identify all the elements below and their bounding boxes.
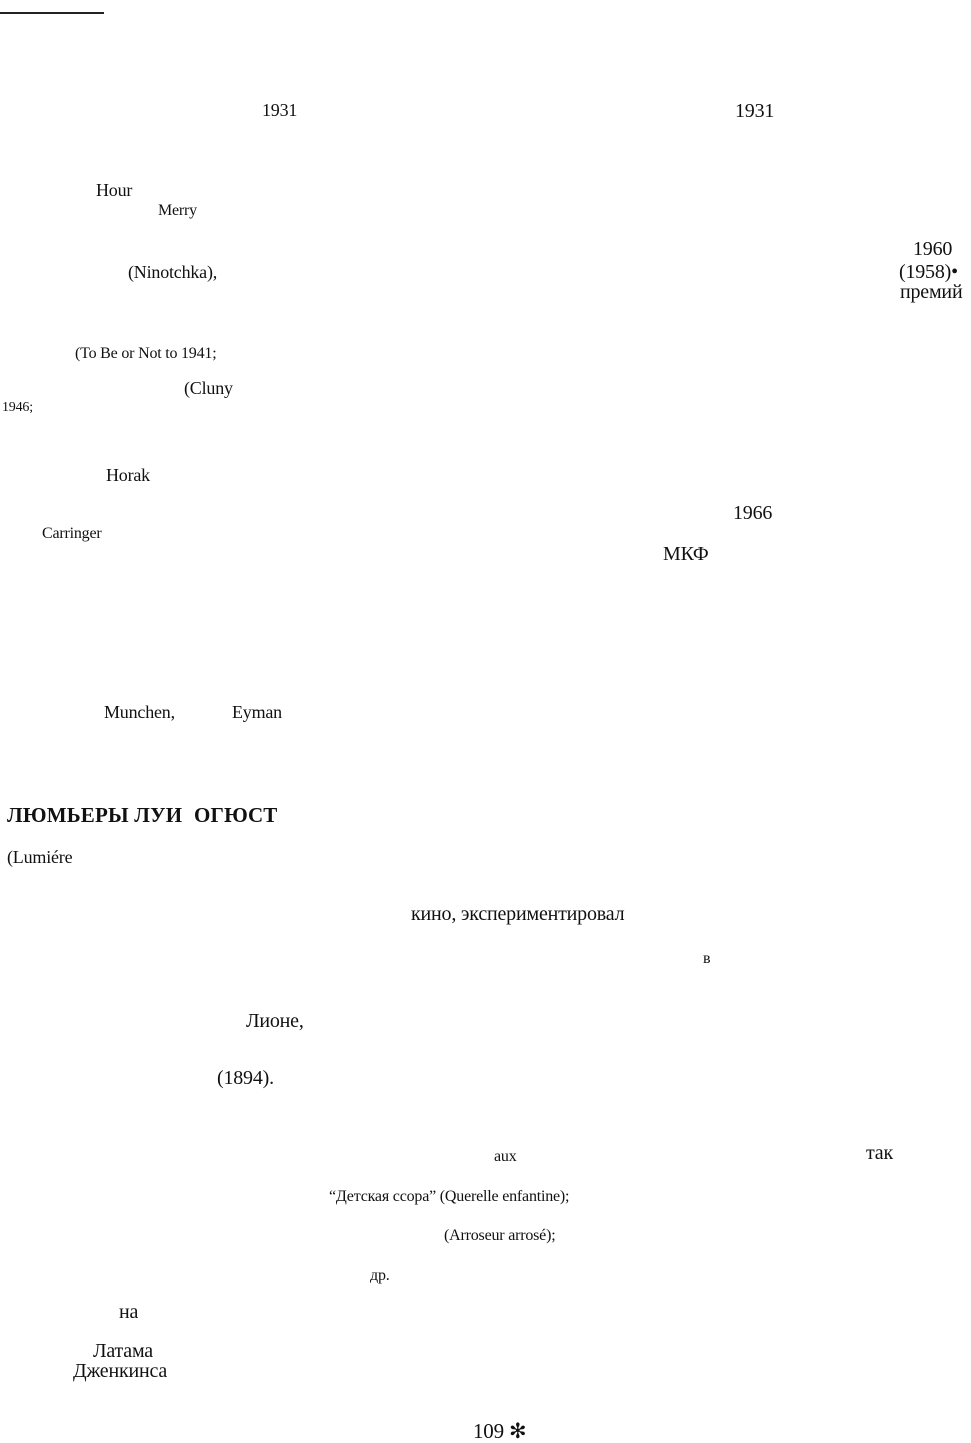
text-kino-experimentiroval: кино, экспериментировал: [411, 903, 625, 925]
text-tak: так: [866, 1142, 893, 1164]
abbr-mkf: МКФ: [663, 543, 709, 565]
text-dzhenkinsa: Дженкинса: [73, 1360, 168, 1382]
year-1941: 1941;: [181, 345, 217, 362]
name-carringer: Carringer: [42, 525, 102, 542]
text-latama: Латама: [93, 1340, 153, 1362]
text-lumiere-latin: (Lumiére: [7, 847, 73, 867]
text-detskaya-ssora: “Детская ссора” (Querelle enfantine);: [329, 1188, 570, 1205]
title-ninotchka: (Ninotchka),: [128, 262, 218, 282]
word-premii: премий: [900, 281, 963, 303]
word-hour: Hour: [96, 180, 133, 200]
title-cluny: (Cluny: [184, 378, 233, 398]
name-horak: Horak: [106, 465, 150, 485]
text-aux: aux: [494, 1148, 517, 1165]
entry-heading-lumiere-louis: ЛЮМЬЕРЫ ЛУИ: [7, 803, 183, 827]
text-1894: (1894).: [217, 1067, 274, 1089]
text-v: в: [703, 950, 711, 967]
name-eyman: Eyman: [232, 702, 282, 722]
year-1960: 1960: [913, 238, 953, 260]
year-1958: (1958)•: [899, 261, 958, 283]
year-1931-left: 1931: [262, 100, 298, 120]
city-munchen: Munchen,: [104, 702, 175, 722]
word-merry: Merry: [158, 202, 197, 219]
entry-heading-auguste: ОГЮСТ: [194, 803, 278, 827]
text-arroseur-arrose: (Arroseur arrosé);: [444, 1227, 556, 1244]
title-to-be-or-not-to: (To Be or Not to: [75, 345, 178, 362]
text-lione: Лионе,: [246, 1010, 304, 1032]
year-1946: 1946;: [2, 400, 33, 415]
year-1931-right: 1931: [735, 100, 775, 122]
header-rule: [0, 12, 104, 14]
year-1966: 1966: [733, 502, 773, 524]
page-number: 109 ✻: [473, 1419, 527, 1443]
text-na: на: [119, 1301, 139, 1323]
text-dr: др.: [370, 1267, 390, 1284]
